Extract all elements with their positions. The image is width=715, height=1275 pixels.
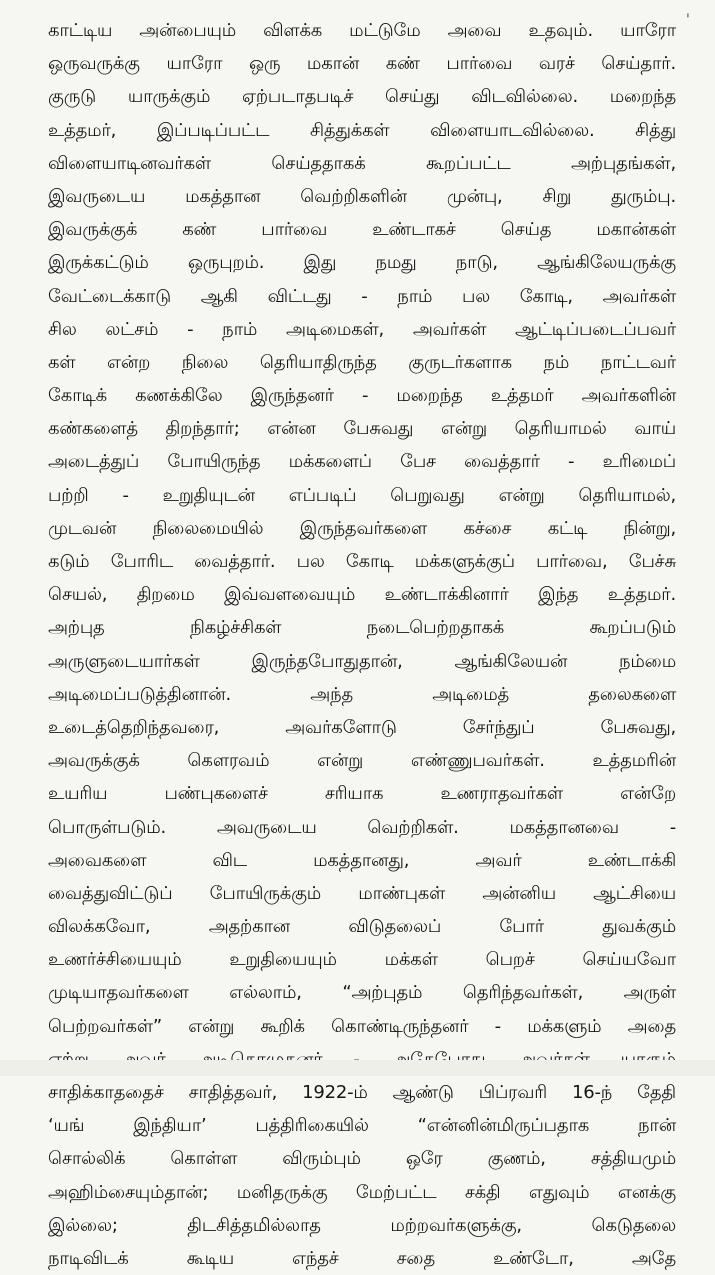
text-line: சாதிக்காததைச் சாதித்தவர், 1922-ம் ஆண்டு பிப்ரவரி 16-ந் தேதி [48,1082,676,1103]
page-bottom-edge [0,1060,715,1076]
text-line: கள் என்ற நிலை தெரியாதிருந்த குருடர்களாக நம் நாட்டவர் [48,351,676,373]
text-line: விளையாடினவர்கள் செய்ததாகக் கூறப்பட்ட அற்புதங்கள், [48,152,676,174]
text-line: அருளுடையார்கள் இருந்தபோதுதான், ஆங்கிலேயன் நம்மை [48,650,676,672]
body-text [48,14,676,1275]
text-line: அவருக்குக் கௌரவம் என்று எண்ணுபவர்கள். உத்தமரின் [48,750,676,772]
text-line: முடியாதவர்களை எல்லாம், “அற்புதம் தெரிந்தவர்கள், அருள் [48,982,676,1004]
text-line: விலக்கவோ, அதற்கான விடுதலைப் போர் துவக்கும் [48,916,676,938]
text-line: அற்புத நிகழ்ச்சிகள் நடைபெற்றதாகக் கூறப்படும் [48,617,676,639]
text-line: காட்டிய அன்பையும் விளக்க மட்டுமே அவை உதவும். யாரோ [48,20,676,41]
text-line: ஒருவருக்கு யாரோ ஒரு மகான் கண் பார்வை வரச் செய்தார். [48,53,676,75]
text-line: கடும் போரிட வைத்தார். பல கோடி மக்களுக்குப் பார்வை, பேச்சு [48,551,676,572]
text-line: சில லட்சம் - நாம் அடிமைகள், அவர்கள் ஆட்டிப்படைப்பவர் [48,318,676,340]
text-line: இவருடைய மகத்தான வெற்றிகளின் முன்பு, சிறு துரும்பு. [48,185,676,207]
text-line: அடிமைப்படுத்தினான். அந்த அடிமைத் தலைகளை [48,683,676,705]
text-line: உடைத்தெறிந்தவரை, அவர்களோடு சேர்ந்துப் பேசுவது, [48,716,676,738]
text-line: உயரிய பண்புகளைச் சரியாக உணராதவர்கள் என்றே [48,783,676,805]
text-line: கோடிக் கணக்கிலே இருந்தனர் - மறைந்த உத்தமர் அவர்களின் [48,385,676,407]
text-line: உணர்ச்சியையும் உறுதியையும் மக்கள் பெறச் செய்யவோ [48,949,676,971]
text-line: பெற்றவர்கள்” என்று கூறிக் கொண்டிருந்தனர் - மக்களும் அதை [48,1015,676,1037]
text-line: குருடு யாருக்கும் ஏற்படாதபடிச் செய்து விடவில்லை. மறைந்த [48,86,676,108]
text-line: உத்தமர், இப்படிப்பட்ட சித்துக்கள் விளையாடவில்லை. சித்து [48,119,676,141]
text-line: வைத்துவிட்டுப் போயிருக்கும் மாண்புகள் அன்னிய ஆட்சியை [48,882,676,904]
text-line: அவைகளை விட மகத்தானது, அவர் உண்டாக்கி [48,849,676,871]
text-line: செயல், திறமை இவ்வளவையும் உண்டாக்கினார் இந்த உத்தமர். [48,584,676,606]
text-line: பற்றி - உறுதியுடன் எப்படிப் பெறுவது என்று தெரியாமல், [48,484,676,506]
text-line: வேட்டைக்காடு ஆகி விட்டது - நாம் பல கோடி, அவர்கள் [48,285,676,307]
text-line: இவருக்குக் கண் பார்வை உண்டாகச் செய்த மகான்கள் [48,219,676,241]
text-line: அஹிம்சையும்தான்; மனிதருக்கு மேற்பட்ட சக்தி எதுவும் எனக்கு [48,1181,676,1203]
text-line: பொருள்படும். அவருடைய வெற்றிகள். மகத்தானவை - [48,816,676,838]
text-line: இருக்கட்டும் ஒருபுறம். இது நமது நாடு, ஆங்கிலேயருக்கு [48,252,676,274]
text-line: முடவன் நிலைமையில் இருந்தவர்களை கச்சை கட்டி நின்று, [48,517,676,539]
text-line: நாடிவிடக் கூடிய எந்தச் சதை உண்டோ, அதே [48,1247,676,1269]
corner-mark: ' [686,12,690,28]
text-line: இல்லை; திடசித்தமில்லாத மற்றவர்களுக்கு, கெடுதலை [48,1214,676,1236]
text-line: கண்களைத் திறந்தார்; என்ன பேசுவது என்று தெரியாமல் வாய் [48,418,676,440]
text-line: ‘யங் இந்தியா’ பத்திரிகையில் “என்னின்மிருப்பதாக நான் [48,1115,676,1137]
text-line: சொல்லிக் கொள்ள விரும்பும் ஒரே குணம், சத்தியமும் [48,1148,676,1170]
text-line: அடைத்துப் போயிருந்த மக்களைப் பேச வைத்தார் - உரிமைப் [48,451,676,473]
